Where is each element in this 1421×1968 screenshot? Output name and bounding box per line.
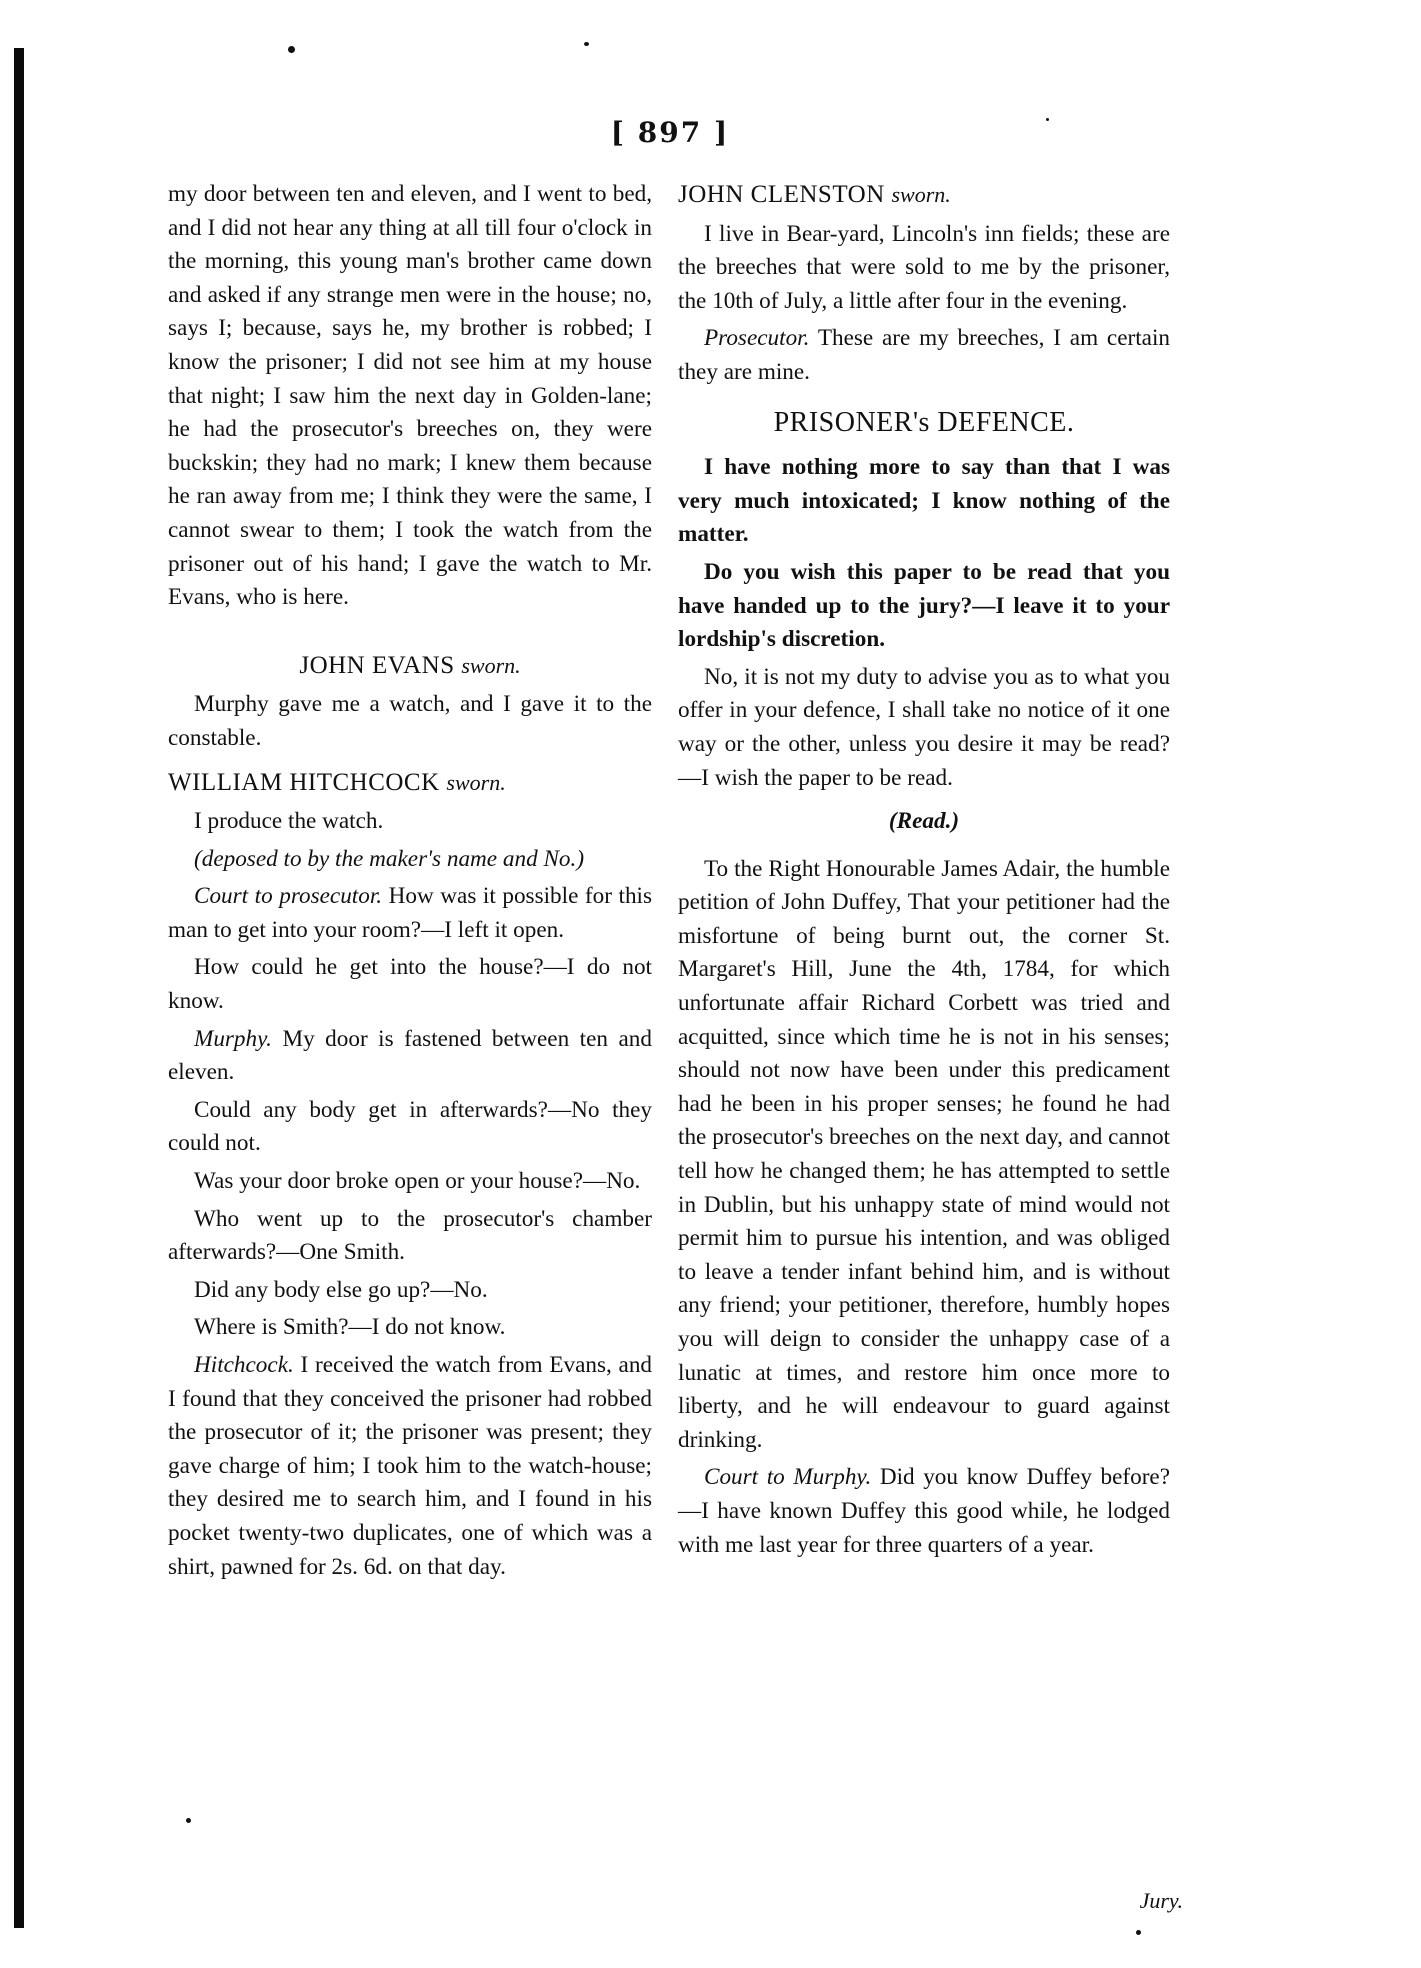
prosecutor-statement: Prosecutor. These are my breeches, I am certain they are mine. (678, 325, 1170, 385)
murphy-testimony: my door between ten and eleven, and I went to bed, and I did not hear any thing at all till four o'clock in the morning, this young man's brother came down and asked if any strange men were in the house; no, says I; because, says he, my brother is robbed; I know the prisoner; I did not see him at my house that night; I saw him the next day in Golden-lane; he had the prosecutor's breeches on, they were buckskin; they had no mark; I knew them because he ran away from me; I think they were the same, I cannot swear to them; I took the watch from the prisoner out of his hand; I gave the watch to Mr. Evans, who is here. (168, 181, 652, 611)
court-question-7: Where is Smith?—I do not know. (194, 1314, 506, 1341)
court-question-5: Who went up to the prosecutor's chamber afterwards?—One Smith. (168, 1205, 652, 1266)
scan-speck (288, 46, 295, 53)
court-question-2: How could he get into the house?—I do not know. (168, 954, 652, 1015)
court-question-4: Was your door broke open or your house?—No. (194, 1168, 641, 1195)
scan-speck (1136, 1930, 1141, 1935)
clenston-testimony: I live in Bear-yard, Lincoln's inn fields; these are the breeches that were sold to me by the prisoner, the 10th of July, a little after four in the evening. (678, 220, 1170, 314)
court-paper-answer: No, it is not my duty to advise you as to what you offer in your defence, I shall take no notice of it one way or the other, unless you desire it may be read?—I wish the paper to be read. (678, 663, 1170, 791)
defence-statement: I have nothing more to say than that I was very much intoxicated; I know nothing of the matter. (678, 454, 1170, 548)
deposed-note: (deposed to by the maker's name and No.) (194, 845, 585, 872)
scan-speck (1046, 118, 1049, 121)
page-number: [ 897 ] (610, 116, 730, 149)
court-paper-question: Do you wish this paper to be read that you have handed up to the jury?—I leave it to your lordship's discretion. (678, 558, 1170, 653)
court-question-6: Did any body else go up?—No. (194, 1276, 488, 1303)
murphy-answer: Murphy. My door is fastened between ten and eleven. (168, 1025, 652, 1086)
left-column (168, 178, 652, 1588)
court-question-1: Court to prosecutor. How was it possible for this man to get into your room?—I left it open. (168, 883, 653, 943)
scan-edge-shadow (14, 48, 24, 1928)
hitchcock-heading: WILLIAM HITCHCOCK sworn. (168, 768, 506, 796)
scan-speck (186, 1818, 191, 1823)
hitchcock-final-testimony: Hitchcock. I received the watch from Evans, and I found that they conceived the prisoner had robbed the prosecutor of it; the prisoner was present; they gave charge of him; I took him to the watch-house; they desired me to search him, and I found in his pocket twenty-two duplicates, one of which was a shirt, pawned for 2s. 6d. on that day. (168, 1352, 653, 1580)
court-to-murphy: Court to Murphy. Did you know Duffey before?—I have known Duffey this good while, he lodged with me last year for three quarters of a year. (678, 1464, 1171, 1558)
defence-heading: PRISONER's DEFENCE. (773, 406, 1075, 438)
right-column (678, 178, 1170, 1566)
catchword: Jury. (1139, 1888, 1183, 1913)
court-question-3: Could any body get in afterwards?—No they could not. (168, 1096, 652, 1157)
clenston-heading: JOHN CLENSTON sworn. (678, 181, 951, 208)
read-note: (Read.) (888, 808, 960, 835)
evans-testimony: Murphy gave me a watch, and I gave it to the constable. (168, 691, 652, 751)
petition-text: To the Right Honourable James Adair, the humble petition of John Duffey, That your petitioner had the misfortune of being burnt out, the corner St. Margaret's Hill, June the 4th, 1784, for which unfortunate affair Richard Corbett was tried and acquitted, since which time he is not in his senses; should not now have been under this predicament had he been in his proper senses; he found he had the prosecutor's breeches on the next day, and cannot tell how he changed them; he has attempted to settle in Dublin, but his unhappy state of mind would not permit him to pursue his intention, and was obliged to leave a tender infant behind him, and is without any friend; your petitioner, therefore, humbly hopes you will deign to consider the unhappy case of a lunatic at times, and restore him once more to liberty, and he will endeavour to guard against drinking. (678, 855, 1170, 1453)
scan-speck (584, 42, 589, 46)
evans-heading: JOHN EVANS sworn. (299, 651, 521, 679)
hitchcock-produce: I produce the watch. (194, 808, 384, 835)
